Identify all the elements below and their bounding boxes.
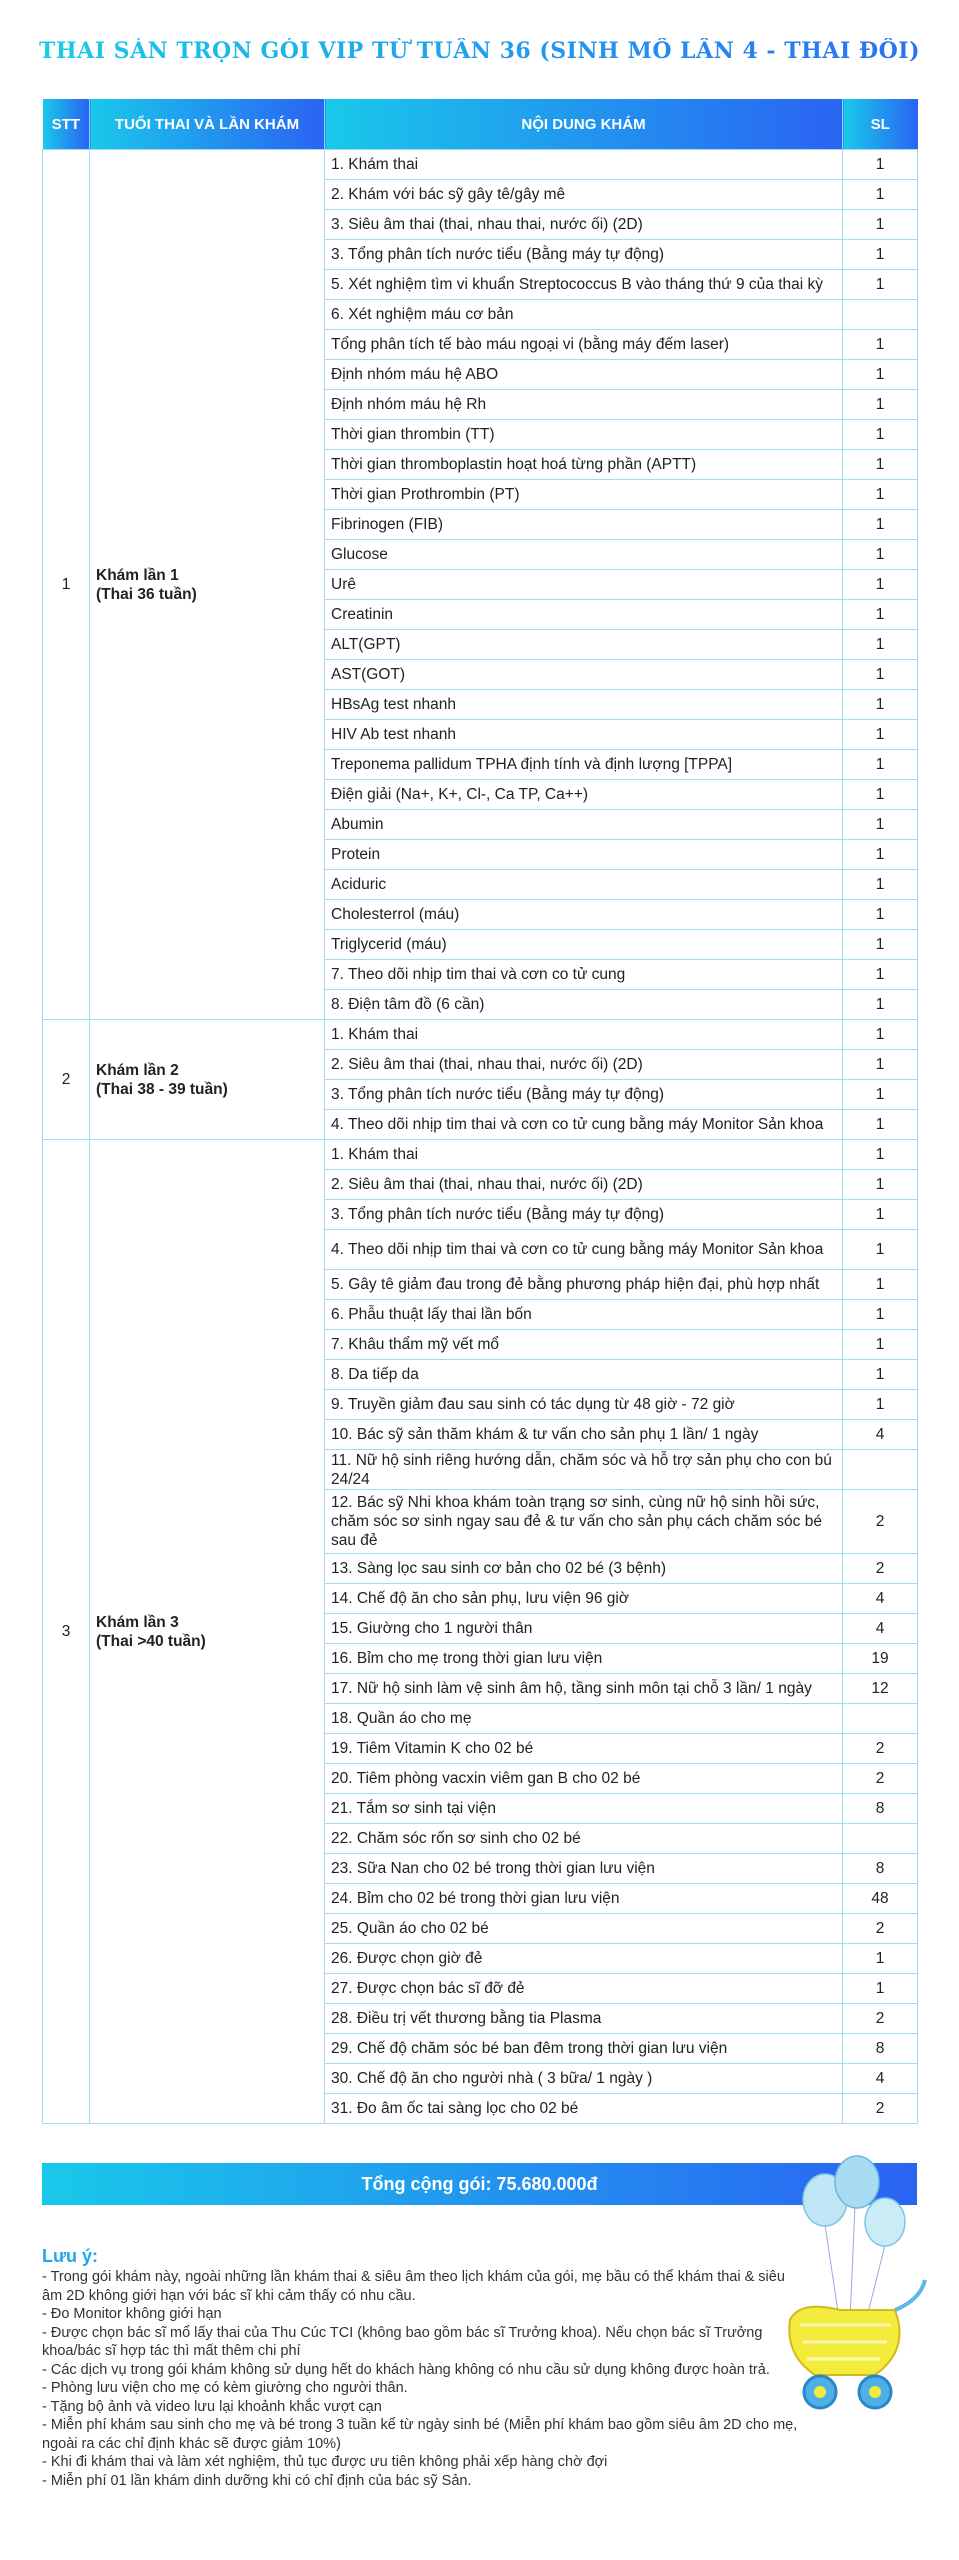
- exam-item: 22. Chăm sóc rốn sơ sinh cho 02 bé: [325, 1824, 843, 1854]
- exam-quantity: 1: [843, 810, 918, 840]
- table-row: [43, 150, 918, 180]
- exam-quantity: 1: [843, 1230, 918, 1270]
- exam-item: Urê: [325, 570, 843, 600]
- exam-item: 8. Da tiếp da: [325, 1360, 843, 1390]
- table-row: [43, 1140, 918, 1170]
- header-stt: STT: [43, 99, 90, 150]
- exam-item: Cholesterrol (máu): [325, 900, 843, 930]
- visit-number: 1: [43, 150, 90, 1020]
- exam-item: 4. Theo dõi nhịp tim thai và cơn co tử cung bằng máy Monitor Sản khoa: [325, 1230, 843, 1270]
- exam-item: Định nhóm máu hệ ABO: [325, 360, 843, 390]
- exam-quantity: 2: [843, 1734, 918, 1764]
- exam-quantity: 1: [843, 1020, 918, 1050]
- exam-item: 16. Bỉm cho mẹ trong thời gian lưu viện: [325, 1644, 843, 1674]
- package-table: [42, 99, 918, 2124]
- exam-quantity: 1: [843, 1360, 918, 1390]
- table-row: [43, 1020, 918, 1050]
- exam-item: 23. Sữa Nan cho 02 bé trong thời gian lưu viện: [325, 1854, 843, 1884]
- exam-quantity: 1: [843, 840, 918, 870]
- baby-stroller-balloons-illustration: [745, 2150, 945, 2430]
- exam-item: 2. Khám với bác sỹ gây tê/gây mê: [325, 180, 843, 210]
- exam-item: Glucose: [325, 540, 843, 570]
- exam-quantity: 1: [843, 780, 918, 810]
- total-price: Tổng cộng gói: 75.680.000đ: [42, 2163, 917, 2205]
- note-item: - Miễn phí 01 lần khám dinh dưỡng khi có chỉ định của bác sỹ Sản.: [42, 2472, 472, 2489]
- exam-item: HBsAg test nhanh: [325, 690, 843, 720]
- exam-quantity: 1: [843, 1390, 918, 1420]
- exam-quantity: [843, 300, 918, 330]
- exam-quantity: [843, 1704, 918, 1734]
- exam-item: 11. Nữ hộ sinh riêng hướng dẫn, chăm sóc và hỗ trợ sản phụ cho con bú 24/24: [325, 1450, 843, 1490]
- exam-quantity: 1: [843, 960, 918, 990]
- exam-quantity: 1: [843, 930, 918, 960]
- exam-quantity: 1: [843, 450, 918, 480]
- table-header-row: [43, 99, 918, 150]
- visit-name: Khám lần 1: [96, 566, 179, 584]
- exam-item: Tổng phân tích tế bào máu ngoại vi (bằng máy đếm laser): [325, 330, 843, 360]
- exam-quantity: 2: [843, 2094, 918, 2124]
- exam-quantity: 1: [843, 270, 918, 300]
- exam-item: 3. Tổng phân tích nước tiểu (Bằng máy tự động): [325, 1200, 843, 1230]
- exam-quantity: 1: [843, 420, 918, 450]
- note-item: - Tặng bộ ảnh và video lưu lại khoảnh khắc vượt cạn: [42, 2398, 382, 2415]
- exam-quantity: 1: [843, 510, 918, 540]
- exam-quantity: 4: [843, 1584, 918, 1614]
- page-title: THAI SẢN TRỌN GÓI VIP TỪ TUẦN 36 (SINH MỔ LẦN 4 - THAI ĐÔI): [0, 38, 959, 64]
- exam-item: 3. Tổng phân tích nước tiểu (Bằng máy tự động): [325, 1080, 843, 1110]
- exam-item: 19. Tiêm Vitamin K cho 02 bé: [325, 1734, 843, 1764]
- notes-list: [42, 2268, 802, 2490]
- exam-quantity: 1: [843, 570, 918, 600]
- visit-label: [90, 150, 325, 1020]
- exam-quantity: 1: [843, 1200, 918, 1230]
- exam-item: 14. Chế độ ăn cho sản phụ, lưu viện 96 giờ: [325, 1584, 843, 1614]
- exam-item: 17. Nữ hộ sinh làm vệ sinh âm hộ, tầng sinh môn tại chỗ 3 lần/ 1 ngày: [325, 1674, 843, 1704]
- exam-item: 25. Quần áo cho 02 bé: [325, 1914, 843, 1944]
- exam-item: 5. Xét nghiệm tìm vi khuẩn Streptococcus B vào tháng thứ 9 của thai kỳ: [325, 270, 843, 300]
- exam-quantity: 1: [843, 1050, 918, 1080]
- exam-quantity: 4: [843, 2064, 918, 2094]
- note-item: - Các dịch vụ trong gói khám không sử dụng hết do khách hàng không có nhu cầu sử dụng không được hoàn trả.: [42, 2361, 770, 2378]
- exam-item: 6. Phẫu thuật lấy thai lần bốn: [325, 1300, 843, 1330]
- note-item: - Phòng lưu viện cho mẹ có kèm giường cho người thân.: [42, 2380, 408, 2396]
- note-item: - Khi đi khám thai và làm xét nghiệm, thủ tục được ưu tiên không phải xếp hàng chờ đợi: [42, 2454, 608, 2470]
- exam-quantity: 1: [843, 1140, 918, 1170]
- exam-quantity: 1: [843, 870, 918, 900]
- exam-item: 4. Theo dõi nhịp tim thai và cơn co tử cung bằng máy Monitor Sản khoa: [325, 1110, 843, 1140]
- exam-quantity: 8: [843, 1854, 918, 1884]
- exam-item: Abumin: [325, 810, 843, 840]
- exam-quantity: 1: [843, 600, 918, 630]
- exam-quantity: 2: [843, 1764, 918, 1794]
- exam-quantity: 1: [843, 1944, 918, 1974]
- exam-quantity: 2: [843, 2004, 918, 2034]
- visit-number: 2: [43, 1020, 90, 1140]
- visit-name: Khám lần 2: [96, 1061, 179, 1079]
- exam-quantity: 1: [843, 750, 918, 780]
- exam-quantity: 1: [843, 720, 918, 750]
- visit-label: [90, 1020, 325, 1140]
- exam-quantity: 1: [843, 240, 918, 270]
- exam-item: Triglycerid (máu): [325, 930, 843, 960]
- exam-item: 31. Đo âm ốc tai sàng lọc cho 02 bé: [325, 2094, 843, 2124]
- exam-quantity: 4: [843, 1614, 918, 1644]
- exam-quantity: 2: [843, 1914, 918, 1944]
- exam-quantity: 1: [843, 900, 918, 930]
- exam-item: 20. Tiêm phòng vacxin viêm gan B cho 02 bé: [325, 1764, 843, 1794]
- exam-quantity: 1: [843, 150, 918, 180]
- exam-quantity: 1: [843, 1080, 918, 1110]
- exam-quantity: 19: [843, 1644, 918, 1674]
- exam-quantity: 8: [843, 1794, 918, 1824]
- exam-quantity: 1: [843, 210, 918, 240]
- note-item: - Miễn phí khám sau sinh cho mẹ và bé trong 3 tuần kể từ ngày sinh bé (Miễn phí khám bao gồm siêu âm 2D cho mẹ, ngoài ra các chỉ định khác sẽ được giảm 10%): [42, 2417, 798, 2452]
- visit-label: [90, 1140, 325, 2124]
- exam-item: Định nhóm máu hệ Rh: [325, 390, 843, 420]
- exam-item: 7. Khâu thẩm mỹ vết mổ: [325, 1330, 843, 1360]
- exam-quantity: 2: [843, 1490, 918, 1554]
- exam-item: Điện giải (Na+, K+, Cl-, Ca TP, Ca++): [325, 780, 843, 810]
- note-item: - Được chọn bác sĩ mổ lấy thai của Thu Cúc TCI (không bao gồm bác sĩ Trưởng khoa). Nếu chọn bác sĩ Trưởng khoa/bác sĩ hợp tác thì mất thêm chi phí: [42, 2324, 763, 2359]
- exam-item: 28. Điều trị vết thương bằng tia Plasma: [325, 2004, 843, 2034]
- exam-quantity: 1: [843, 480, 918, 510]
- exam-item: 12. Bác sỹ Nhi khoa khám toàn trạng sơ sinh, cùng nữ hộ sinh hồi sức, chăm sóc sơ sinh ngay sau đẻ & tư vấn cho sản phụ cách chăm sóc bé sau đẻ: [325, 1490, 843, 1554]
- exam-quantity: 1: [843, 1330, 918, 1360]
- exam-item: AST(GOT): [325, 660, 843, 690]
- header-exam: TUỔI THAI VÀ LẦN KHÁM: [90, 99, 325, 150]
- note-item: - Trong gói khám này, ngoài những lần khám thai & siêu âm theo lịch khám của gói, mẹ bầu có thể khám thai & siêu âm 2D không giới hạn với bác sĩ khi cảm thấy có nhu cầu.: [42, 2269, 785, 2304]
- exam-item: ALT(GPT): [325, 630, 843, 660]
- exam-quantity: 1: [843, 360, 918, 390]
- exam-item: 5. Gây tê giảm đau trong đẻ bằng phương pháp hiện đại, phù hợp nhất: [325, 1270, 843, 1300]
- exam-item: 7. Theo dõi nhịp tim thai và cơn co tử cung: [325, 960, 843, 990]
- exam-item: Thời gian thrombin (TT): [325, 420, 843, 450]
- exam-quantity: 1: [843, 660, 918, 690]
- exam-item: Protein: [325, 840, 843, 870]
- exam-item: 18. Quần áo cho mẹ: [325, 1704, 843, 1734]
- exam-item: 1. Khám thai: [325, 1140, 843, 1170]
- exam-item: Aciduric: [325, 870, 843, 900]
- exam-item: 26. Được chọn giờ đẻ: [325, 1944, 843, 1974]
- exam-quantity: 1: [843, 1974, 918, 2004]
- exam-quantity: 8: [843, 2034, 918, 2064]
- exam-quantity: 1: [843, 1270, 918, 1300]
- visit-week: (Thai >40 tuần): [96, 1632, 206, 1650]
- exam-quantity: 1: [843, 1110, 918, 1140]
- exam-item: 27. Được chọn bác sĩ đỡ đẻ: [325, 1974, 843, 2004]
- exam-quantity: 1: [843, 1170, 918, 1200]
- exam-item: 30. Chế độ ăn cho người nhà ( 3 bữa/ 1 ngày ): [325, 2064, 843, 2094]
- exam-item: Creatinin: [325, 600, 843, 630]
- exam-item: 21. Tắm sơ sinh tại viện: [325, 1794, 843, 1824]
- exam-item: Fibrinogen (FIB): [325, 510, 843, 540]
- exam-item: 29. Chế độ chăm sóc bé ban đêm trong thời gian lưu viện: [325, 2034, 843, 2064]
- header-sl: SL: [843, 99, 918, 150]
- exam-quantity: 2: [843, 1554, 918, 1584]
- exam-item: 1. Khám thai: [325, 1020, 843, 1050]
- exam-item: 8. Điện tâm đồ (6 cần): [325, 990, 843, 1020]
- exam-quantity: 1: [843, 330, 918, 360]
- exam-quantity: [843, 1824, 918, 1854]
- exam-item: 1. Khám thai: [325, 150, 843, 180]
- exam-item: 15. Giường cho 1 người thân: [325, 1614, 843, 1644]
- exam-item: Treponema pallidum TPHA định tính và định lượng [TPPA]: [325, 750, 843, 780]
- exam-quantity: 1: [843, 540, 918, 570]
- exam-item: Thời gian Prothrombin (PT): [325, 480, 843, 510]
- exam-item: 9. Truyền giảm đau sau sinh có tác dụng từ 48 giờ - 72 giờ: [325, 1390, 843, 1420]
- visit-number: 3: [43, 1140, 90, 2124]
- exam-quantity: 1: [843, 390, 918, 420]
- visit-name: Khám lần 3: [96, 1613, 179, 1631]
- exam-item: Thời gian thromboplastin hoạt hoá từng phần (APTT): [325, 450, 843, 480]
- exam-quantity: 1: [843, 1300, 918, 1330]
- exam-quantity: 1: [843, 990, 918, 1020]
- table-body: [43, 150, 918, 2124]
- exam-item: 10. Bác sỹ sản thăm khám & tư vấn cho sản phụ 1 lần/ 1 ngày: [325, 1420, 843, 1450]
- exam-item: HIV Ab test nhanh: [325, 720, 843, 750]
- exam-item: 13. Sàng lọc sau sinh cơ bản cho 02 bé (3 bệnh): [325, 1554, 843, 1584]
- exam-item: 24. Bỉm cho 02 bé trong thời gian lưu viện: [325, 1884, 843, 1914]
- exam-quantity: 4: [843, 1420, 918, 1450]
- exam-item: 6. Xét nghiệm máu cơ bản: [325, 300, 843, 330]
- notes-title: Lưu ý:: [42, 2246, 99, 2266]
- visit-week: (Thai 36 tuần): [96, 585, 197, 603]
- header-content: NỘI DUNG KHÁM: [325, 99, 843, 150]
- exam-item: 3. Siêu âm thai (thai, nhau thai, nước ối) (2D): [325, 210, 843, 240]
- exam-quantity: 1: [843, 630, 918, 660]
- exam-quantity: 12: [843, 1674, 918, 1704]
- visit-week: (Thai 38 - 39 tuần): [96, 1080, 228, 1098]
- exam-item: 3. Tổng phân tích nước tiểu (Bằng máy tự động): [325, 240, 843, 270]
- exam-item: 2. Siêu âm thai (thai, nhau thai, nước ối) (2D): [325, 1170, 843, 1200]
- note-item: - Đo Monitor không giới hạn: [42, 2306, 222, 2322]
- notes-section: [42, 2244, 802, 2490]
- exam-quantity: 1: [843, 690, 918, 720]
- exam-quantity: [843, 1450, 918, 1490]
- exam-quantity: 1: [843, 180, 918, 210]
- exam-quantity: 48: [843, 1884, 918, 1914]
- exam-item: 2. Siêu âm thai (thai, nhau thai, nước ối) (2D): [325, 1050, 843, 1080]
